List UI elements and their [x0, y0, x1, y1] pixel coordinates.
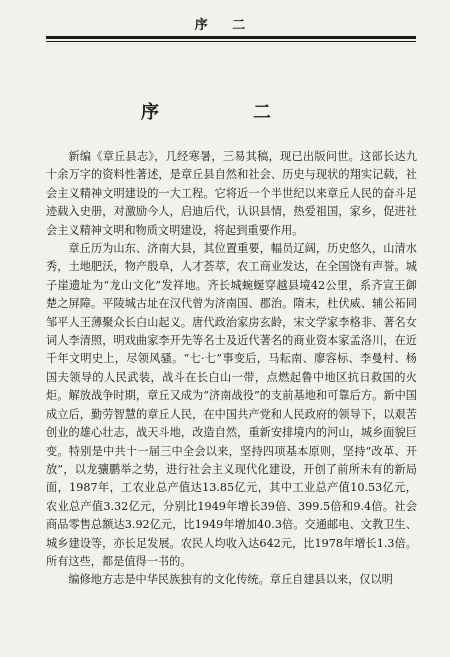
body-text [46, 148, 417, 590]
header-rule-thin [46, 41, 416, 42]
paragraph-1: 新编《章丘县志》，几经寒暑，三易其稿，现已出版问世。这部长达九十余万字的资料性著述，是章丘县自然和社会、历史与现状的翔实记载，社会主义精神文明建设的一大工程。它将近一个半世纪以来章丘人民的奋斗足迹载入史册，对激励今人，启迪后代，认识县情，热爱祖国，家乡，促进社会主义精神文明和物质文明建设，将起到重要作用。 [46, 150, 417, 237]
paragraph-2: 章丘历为山东、济南大县，其位置重要，幅员辽阔，历史悠久，山清水秀，土地肥沃，物产殷阜，人才荟萃，农工商业发达，在全国饶有声誉。城子崖遗址为“龙山文化”发祥地。齐长城蜿蜒穿越县境42公里，系齐宣王御楚之屏障。平陵城古址在汉代曾为济南国、郡治。隋末，杜伏威、辅公祏同邹平人王薄聚众长白山起义。唐代政治家房玄龄，宋文学家李格非、著名女词人李清照，明戏曲家李开先等名士及近代著名的商业资本家孟洛川，在近千年文明史上，尽领风骚。“七·七”事变后，马耘南、廖容标、李曼村、杨国夫领导的人民武装，战斗在长白山一带，点燃起鲁中地区抗日救国的火炬。解放战争时期，章丘又成为“济南战役”的支前基地和可靠后方。新中国成立后，勤劳智慧的章丘人民，在中国共产党和人民政府的领导下，以艰苦创业的雄心壮志，战天斗地，改造自然，重新安排境内的河山，城乡面貌巨变。特别是中共十一届三中全会以来，坚持四项基本原则，坚持“改革、开放”，以龙骧鹏举之势，进行社会主义现代化建设，开创了前所未有的新局面，1987年，工农业总产值达13.85亿元，其中工业总产值10.53亿元，农业总产值3.32亿元，分别比1949年增长39倍、399.5倍和9.4倍。社会商品零售总额达3.92亿元，比1949年增加40.3倍。交通邮电、文教卫生、城乡建设等，亦长足发展。农民人均收入达642元，比1978年增长1.3倍。所有这些，都是值得一书的。 [46, 242, 417, 568]
paragraph-3: 编修地方志是中华民族独有的文化传统。章丘自建县以来，仅以明 [68, 573, 393, 587]
header-rule [46, 36, 416, 39]
running-head: 序 二 [194, 18, 256, 33]
preface-title: 序 二 [141, 102, 309, 123]
